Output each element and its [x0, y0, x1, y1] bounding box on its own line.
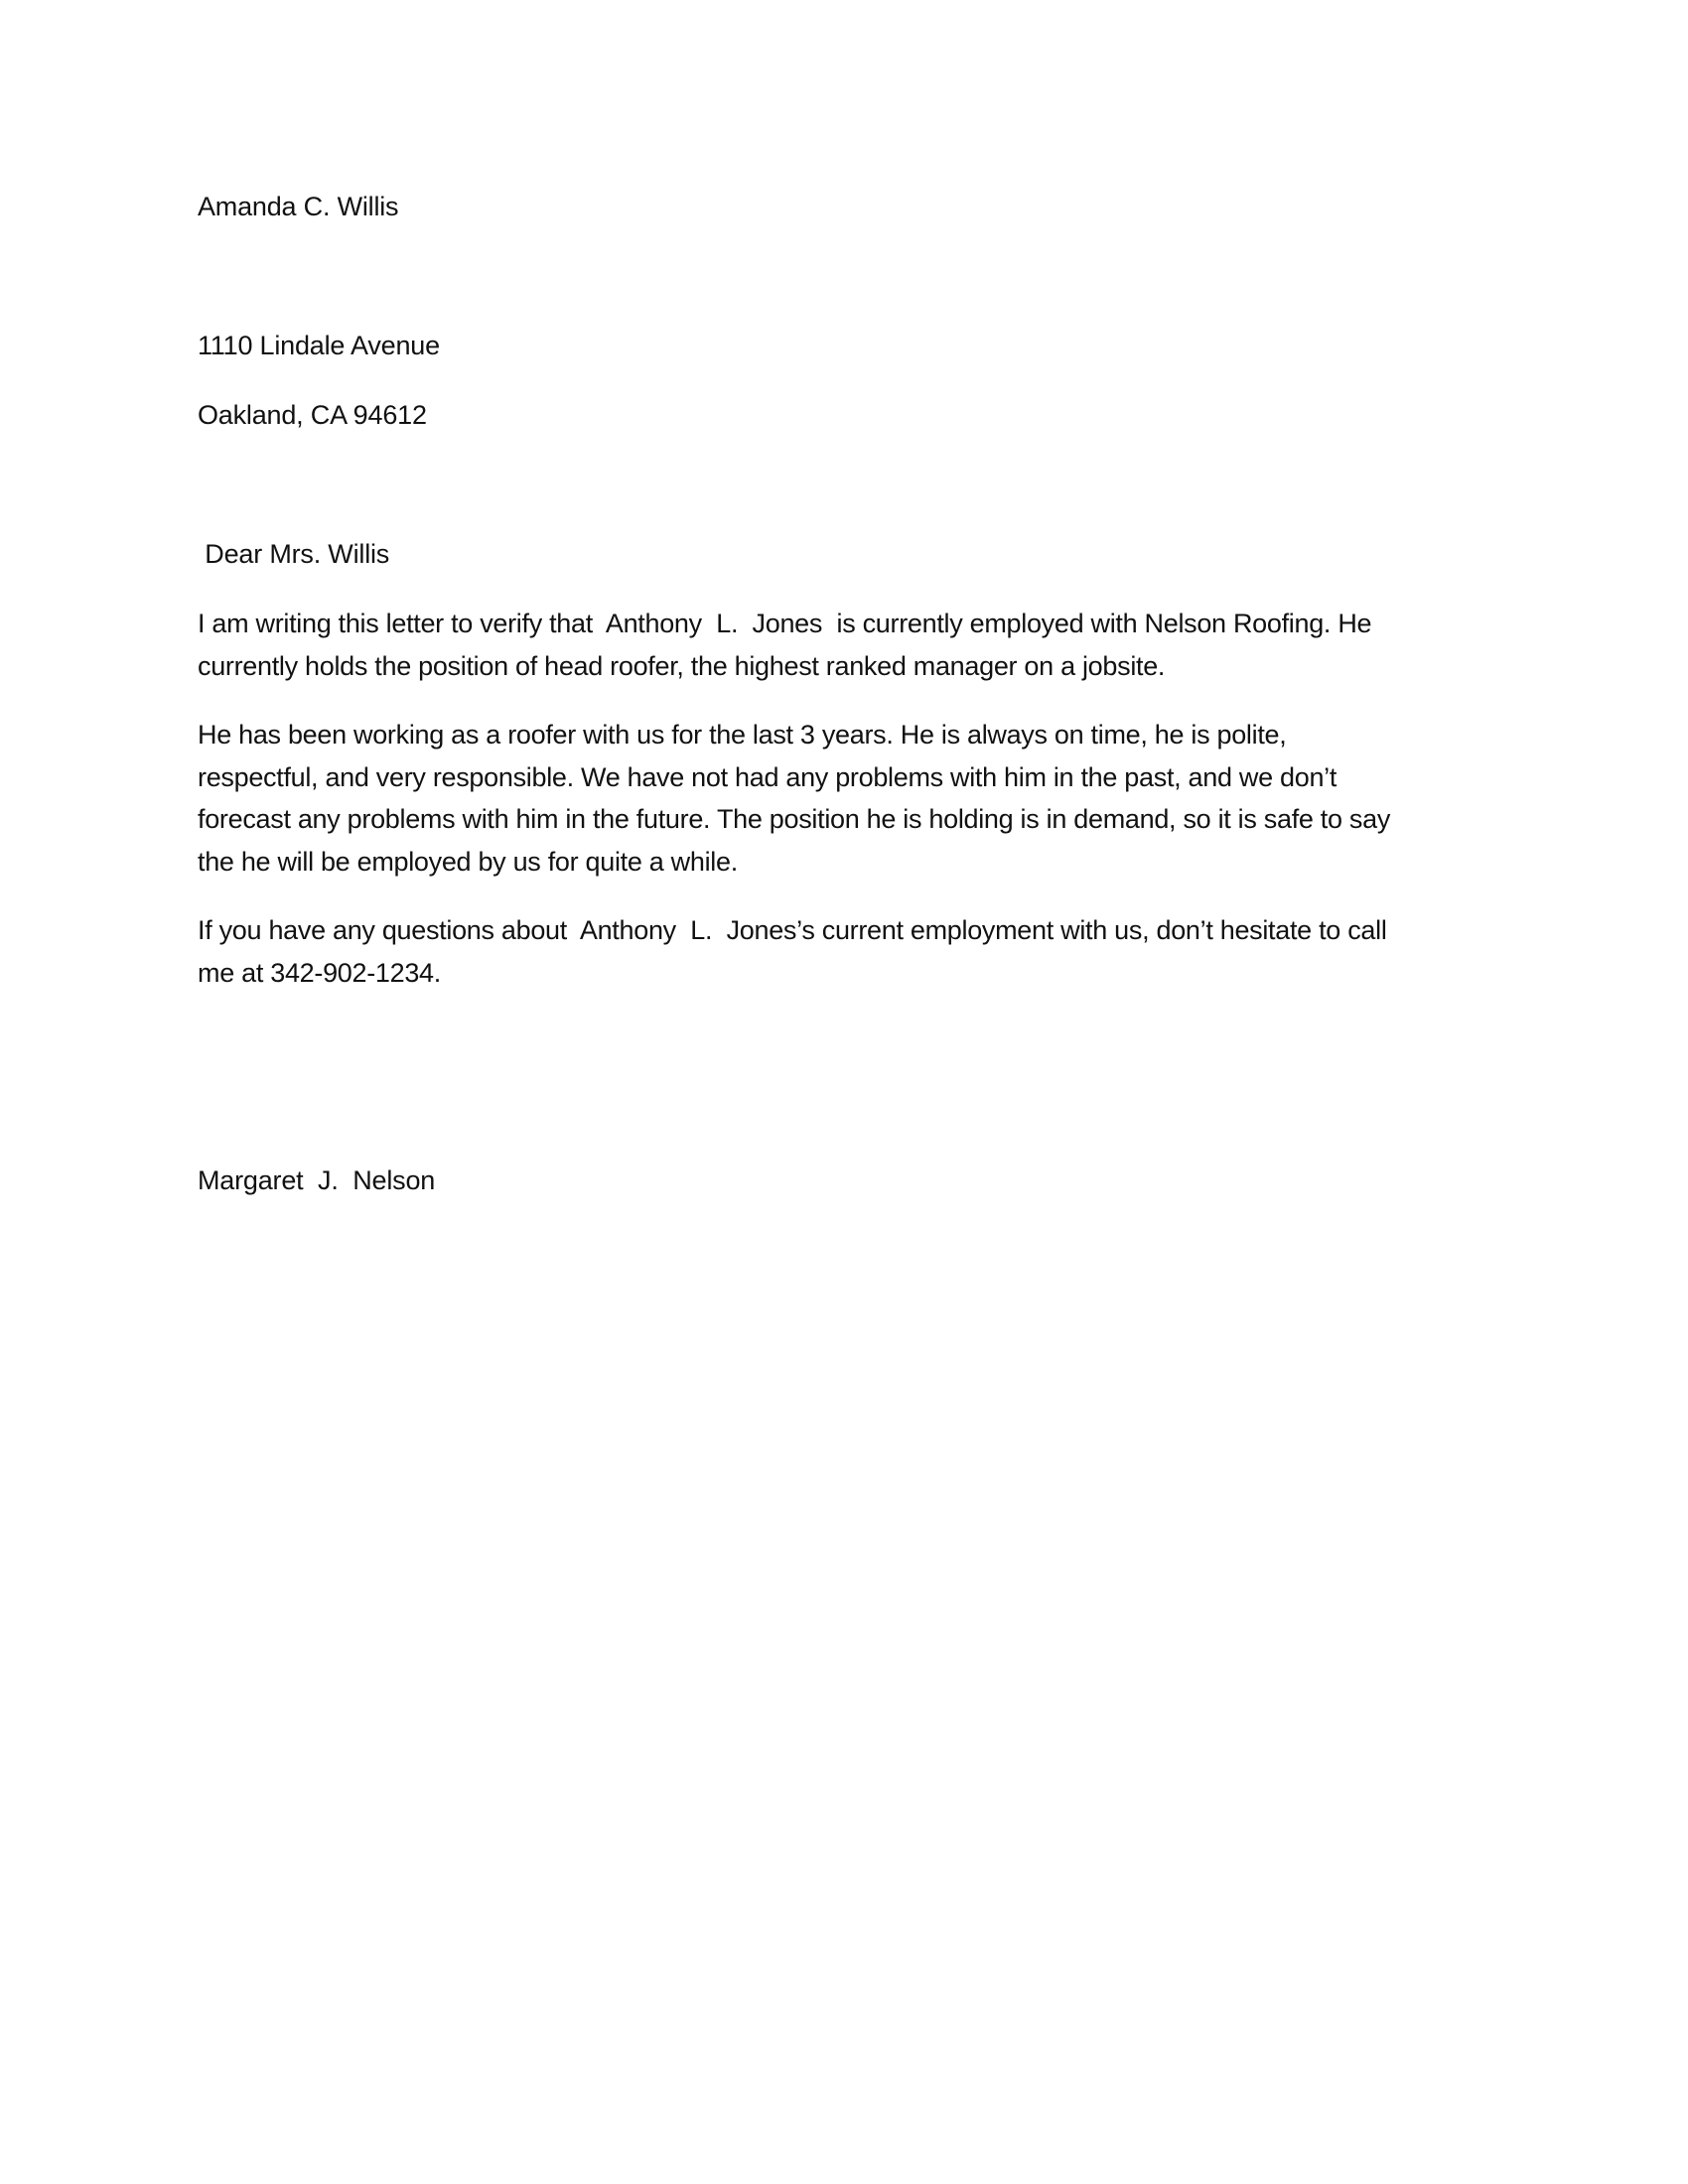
- paragraph-line: If you have any questions about Anthony L. Jones’s current employment with us, don’t hesitate to call: [198, 915, 1387, 945]
- paragraph-line: I am writing this letter to verify that Anthony L. Jones is currently employed with Nelson Roofing. He: [198, 609, 1372, 638]
- paragraph-work-history: [198, 714, 1488, 883]
- recipient-address-line1: 1110 Lindale Avenue: [198, 331, 440, 360]
- paragraph-line: respectful, and very responsible. We have not had any problems with him in the past, and we don’t: [198, 761, 1337, 792]
- paragraph-line: He has been working as a roofer with us for the last 3 years. He is always on time, he is polite,: [198, 720, 1287, 750]
- signature-name: Margaret J. Nelson: [198, 1165, 436, 1195]
- paragraph-contact: [198, 909, 1488, 994]
- paragraph-line: forecast any problems with him in the future. The position he is holding is in demand, so it is safe to say: [198, 804, 1391, 834]
- paragraph-line: the he will be employed by us for quite a while.: [198, 846, 738, 877]
- recipient-address-line2: Oakland, CA 94612: [198, 400, 427, 430]
- recipient-name: Amanda C. Willis: [198, 192, 399, 221]
- paragraph-line: currently holds the position of head roofer, the highest ranked manager on a jobsite.: [198, 650, 1166, 681]
- paragraph-employment-verification: [198, 603, 1488, 687]
- salutation: Dear Mrs. Willis: [198, 539, 390, 569]
- paragraph-line: me at 342-902-1234.: [198, 957, 441, 988]
